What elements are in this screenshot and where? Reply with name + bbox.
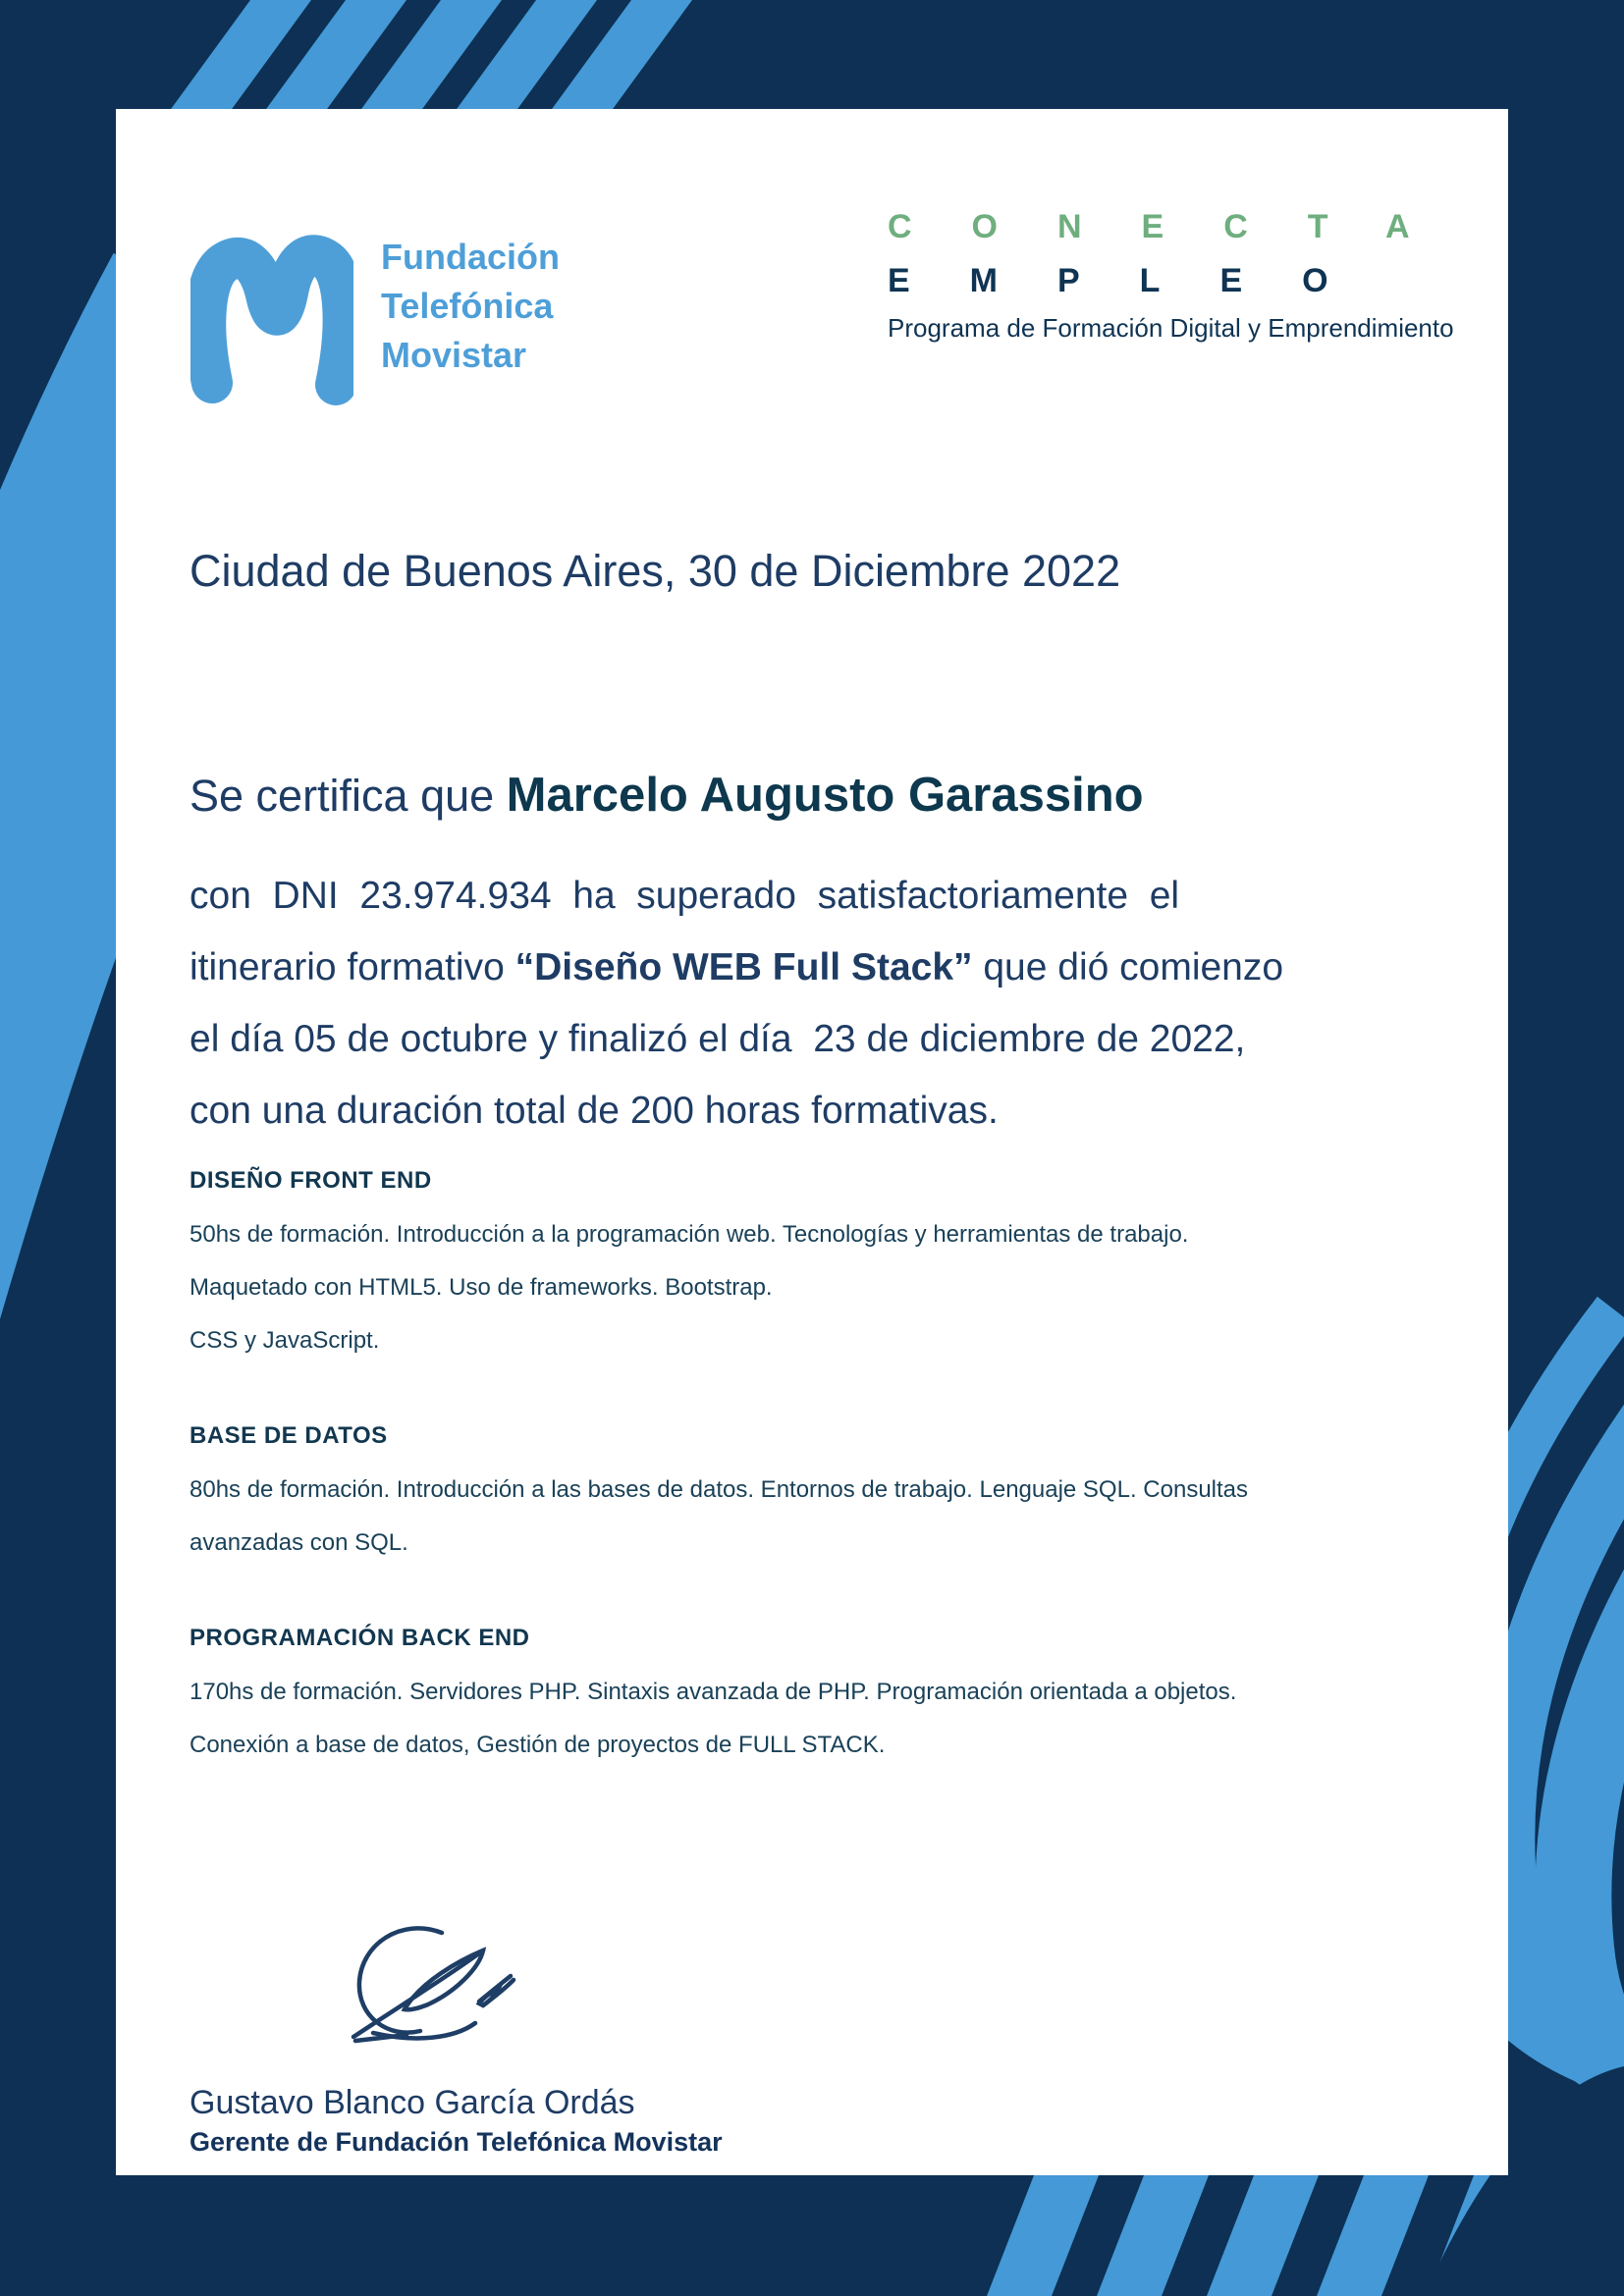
brand-line-2: Telefónica (381, 286, 554, 326)
signatory-name: Gustavo Blanco García Ordás (189, 2084, 635, 2121)
section-line: Maquetado con HTML5. Uso de frameworks. Bootstrap. (189, 1274, 773, 1301)
section-line: 50hs de formación. Introducción a la programación web. Tecnologías y herramientas de trabajo. (189, 1221, 1189, 1248)
section-title: BASE DE DATOS (189, 1422, 388, 1449)
body-line-4: con una duración total de 200 horas formativas. (189, 1090, 999, 1132)
section-front-end (189, 1167, 1436, 1367)
certify-line (189, 768, 1144, 823)
body-line-1: con DNI 23.974.934 ha superado satisfactoriamente el (189, 875, 1180, 917)
section-back-end (189, 1625, 1436, 1772)
body-line-2-pre: itinerario formativo (189, 946, 515, 988)
signatory-role: Gerente de Fundación Telefónica Movistar (189, 2127, 723, 2157)
program-logo (888, 208, 1477, 344)
section-line: 80hs de formación. Introducción a las bases de datos. Entornos de trabajo. Lenguaje SQL. Consultas (189, 1476, 1249, 1503)
certificate-body (189, 860, 1283, 1147)
section-title: DISEÑO FRONT END (189, 1167, 432, 1194)
section-line: 170hs de formación. Servidores PHP. Sintaxis avanzada de PHP. Programación orientada a objetos. (189, 1679, 1237, 1705)
section-line: CSS y JavaScript. (189, 1327, 380, 1354)
course-name: “Diseño WEB Full Stack” (514, 946, 973, 988)
program-subtitle: Programa de Formación Digital y Emprendimiento (888, 313, 1454, 343)
date-line: Ciudad de Buenos Aires, 30 de Diciembre 2022 (189, 546, 1121, 596)
certify-prefix: Se certifica que (189, 771, 507, 821)
section-line: avanzadas con SQL. (189, 1529, 408, 1556)
body-line-2-post: que dió comienzo (972, 946, 1284, 988)
section-line: Conexión a base de datos, Gestión de proyectos de FULL STACK. (189, 1732, 886, 1758)
brand-wordmark (381, 233, 560, 380)
body-line-2 (189, 932, 1283, 1003)
program-title-conecta: CONECTA (888, 208, 1470, 245)
body-line-3: el día 05 de octubre y finalizó el día 23 de diciembre de 2022, (189, 1018, 1246, 1060)
course-sections (189, 1167, 1436, 1827)
section-base-datos (189, 1422, 1436, 1570)
certificate-card (116, 109, 1508, 2175)
program-title-empleo: EMPLEO (888, 262, 1388, 299)
brand-line-3: Movistar (381, 335, 527, 375)
movistar-m-icon (190, 226, 353, 407)
recipient-name: Marcelo Augusto Garassino (506, 769, 1144, 822)
brand-line-1: Fundación (381, 237, 560, 277)
signature-icon (344, 1923, 520, 2051)
section-title: PROGRAMACIÓN BACK END (189, 1625, 530, 1651)
